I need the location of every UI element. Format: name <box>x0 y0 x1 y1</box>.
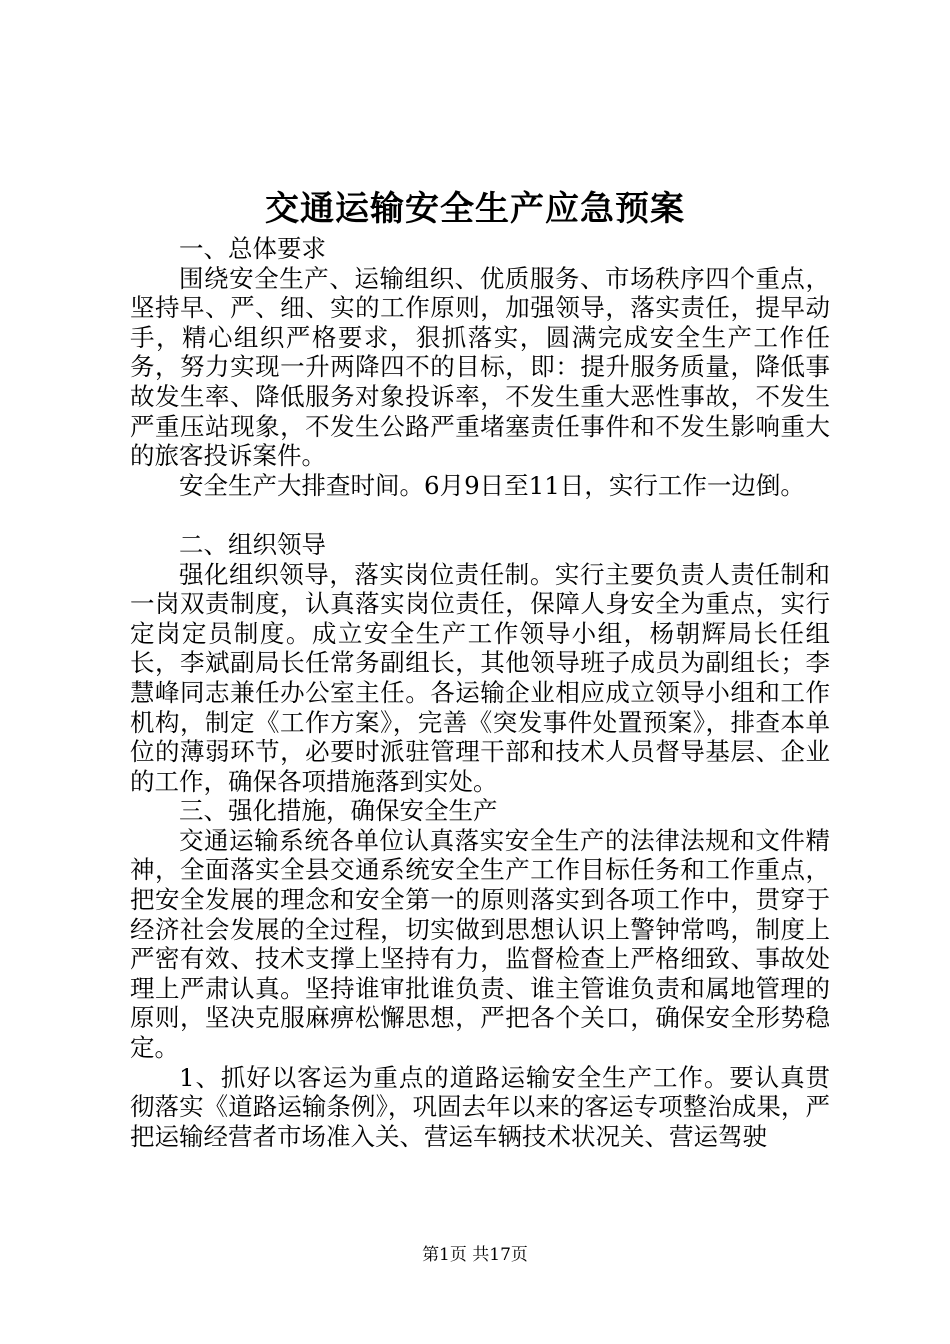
paragraph-passenger-transport: 1、抓好以客运为重点的道路运输安全生产工作。要认真贯彻落实《道路运输条例》，巩固去年以来的客运专项整治成果，严把运输经营者市场准入关、营运车辆技术状况关、营运驾驶 <box>130 1062 830 1151</box>
document-title: 交通运输安全生产应急预案 <box>265 189 685 229</box>
paragraph-organization: 强化组织领导，落实岗位责任制。实行主要负责人责任制和一岗双责制度，认真落实岗位责任，保障人身安全为重点，实行定岗定员制度。成立安全生产工作领导小组，杨朝辉局长任组长，李斌副局长任常务副组长，其他领导班子成员为副组长；李慧峰同志兼任办公室主任。各运输企业相应成立领导小组和工作机构，制定《工作方案》，完善《突发事件处置预案》，排查本单位的薄弱环节，必要时派驻管理干部和技术人员督导基层、企业的工作，确保各项措施落到实处。 <box>130 559 830 796</box>
section-heading-measures: 三、强化措施，确保安全生产 <box>179 796 498 826</box>
paragraph-measures: 交通运输系统各单位认真落实安全生产的法律法规和文件精神，全面落实全县交通系统安全生产工作目标任务和工作重点，把安全发展的理念和安全第一的原则落实到各项工作中，贯穿于经济社会发展的全过程，切实做到思想认识上警钟常鸣，制度上严密有效、技术支撑上坚持有力，监督检查上严格细致、事故处理上严肃认真。坚持谁审批谁负责、谁主管谁负责和属地管理的原则，坚决克服麻痹松懈思想，严把各个关口，确保安全形势稳定。 <box>130 825 830 1063</box>
paragraph-inspection-time: 安全生产大排查时间。6月9日至11日，实行工作一边倒。 <box>179 470 805 500</box>
section-heading-general-requirements: 一、总体要求 <box>179 234 326 263</box>
paragraph-general-requirements: 围绕安全生产、运输组织、优质服务、市场秩序四个重点，坚持早、严、细、实的工作原则，加强领导，落实责任，提早动手，精心组织严格要求，狠抓落实，圆满完成安全生产工作任务，努力实现一升两降四不的目标，即：提升服务质量，降低事故发生率、降低服务对象投诉率，不发生重大恶性事故，不发生严重压站现象，不发生公路严重堵塞责任事件和不发生影响重大的旅客投诉案件。 <box>130 263 830 471</box>
document-body <box>130 234 830 1151</box>
page-footer: 第1页 共17页 <box>422 1245 528 1265</box>
section-heading-organization: 二、组织领导 <box>179 529 326 559</box>
